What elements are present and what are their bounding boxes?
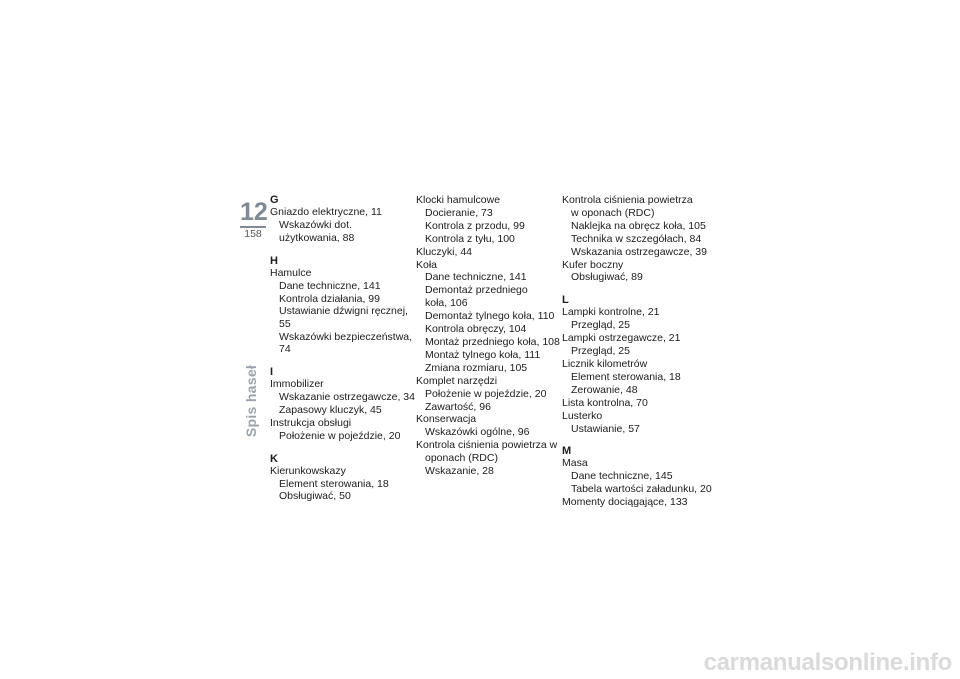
index-subentry: Dane techniczne, 145 [571,470,673,483]
section-gap [562,284,712,294]
index-letter-heading: I [270,366,274,379]
index-subentry: Tabela wartości załadunku, 20 [571,483,712,496]
index-entry: Lusterko [562,409,603,422]
index-subentry: Położenie w pojeździe, 20 [279,429,401,442]
index-column-3 [562,194,712,509]
index-subentry: koła, 106 [425,297,468,310]
index-entry: Momenty dociągające, 133 [562,496,688,509]
index-subentry: oponach (RDC) [425,452,498,465]
index-column-2 [416,194,566,478]
index-subentry: Naklejka na obręcz koła, 105 [571,219,706,232]
index-letter-heading: L [562,294,569,307]
index-entry: Kierunkowskazy [270,464,346,477]
index-entry: Klocki hamulcowe [416,194,501,206]
index-subentry: Technika w szczegółach, 84 [571,232,702,245]
index-subentry: Wskazówki ogólne, 96 [425,426,530,439]
index-subentry: Kontrola obręczy, 104 [425,323,527,336]
section-gap [270,245,420,255]
index-subentry: Wskazanie, 28 [425,465,494,478]
index-entry: Kluczyki, 44 [416,245,473,258]
index-subentry: w oponach (RDC) [571,206,655,219]
index-subentry: Dane techniczne, 141 [425,271,527,284]
index-letter-heading: G [270,194,279,206]
section-gap [270,443,420,453]
index-subentry: Kontrola z przodu, 99 [425,219,525,232]
index-subentry: Element sterowania, 18 [279,477,389,490]
watermark: carmanualsonline.info [703,649,952,676]
index-subentry: Wskazanie ostrzegawcze, 34 [279,390,415,403]
index-entry: Kontrola ciśnienia powietrza [562,194,693,206]
index-entry: Lista kontrolna, 70 [562,396,648,409]
index-entry: Koła [416,258,438,271]
section-gap [562,435,712,445]
index-subentry: Ustawianie, 57 [571,422,640,435]
index-entry: Masa [562,457,588,470]
index-entry: Gniazdo elektryczne, 11 [270,206,382,218]
index-entry: Konserwacja [416,413,477,426]
section-gap [270,356,420,366]
index-entry: Kufer boczny [562,258,624,271]
index-subentry: Przegląd, 25 [571,319,630,332]
index-letter-heading: K [270,452,278,465]
index-subentry: Kontrola działania, 99 [279,292,380,305]
index-entry: Kontrola ciśnienia powietrza w [416,439,558,452]
index-letter-heading: M [562,445,572,458]
index-subentry: użytkowania, 88 [279,231,355,244]
index-subentry: Zapasowy kluczyk, 45 [279,403,382,416]
index-subentry: Wskazówki bezpieczeństwa, 74 [279,330,413,356]
index-subentry: Zerowanie, 48 [571,383,638,396]
index-subentry: Dane techniczne, 141 [279,279,381,292]
index-column-1 [270,194,420,503]
index-entry: Lampki kontrolne, 21 [562,306,660,319]
index-subentry: Zmiana rozmiaru, 105 [425,361,528,374]
chapter-number: 12 [240,198,268,226]
index-subentry: Demontaż przedniego [425,284,528,297]
index-subentry: Docieranie, 73 [425,206,493,219]
index-subentry: Demontaż tylnego koła, 110 [425,310,555,323]
index-entry: Instrukcja obsługi [270,416,352,429]
index-subentry: Wskazania ostrzegawcze, 39 [571,245,707,258]
index-subentry: Montaż tylnego koła, 111 [425,348,541,361]
index-entry: Komplet narzędzi [416,374,498,387]
index-subentry: Kontrola z tyłu, 100 [425,232,515,245]
index-letter-heading: H [270,254,278,267]
index-entry: Hamulce [270,266,312,279]
index-entry: Lampki ostrzegawcze, 21 [562,332,681,345]
index-subentry: Montaż przedniego koła, 108 [425,335,560,348]
index-entry: Licznik kilometrów [562,357,648,370]
section-tab [237,346,265,456]
index-subentry: Zawartość, 96 [425,400,491,413]
index-entry: Immobilizer [270,378,324,391]
index-subentry: Obsługiwać, 50 [279,490,351,503]
page-number: 158 [244,228,262,240]
index-subentry: Wskazówki dot. [279,218,352,231]
section-title: Spis haseł [243,364,259,438]
index-subentry: Położenie w pojeździe, 20 [425,387,547,400]
index-subentry: Ustawianie dźwigni ręcznej, 55 [279,305,408,330]
index-subentry: Obsługiwać, 89 [571,271,643,284]
index-subentry: Przegląd, 25 [571,345,630,358]
index-subentry: Element sterowania, 18 [571,370,681,383]
